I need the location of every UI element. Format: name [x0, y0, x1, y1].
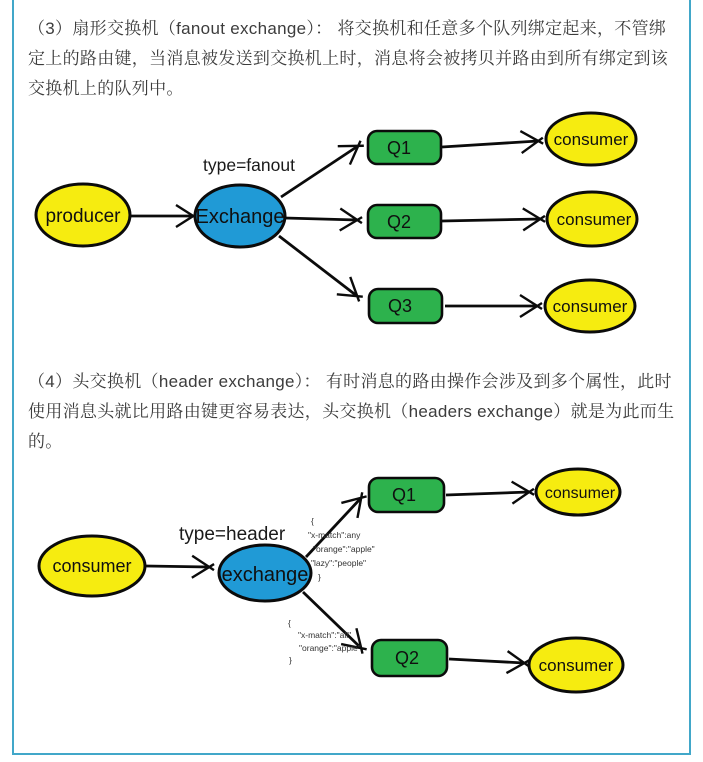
arrow-q2-to-consumer [449, 659, 524, 663]
queue-q1-label: Q1 [386, 138, 412, 158]
binding-top-line-5: } [318, 572, 321, 582]
binding-annotation-top [308, 516, 375, 582]
consumer-label-2: consumer [556, 210, 632, 229]
queue-q1-label: Q1 [391, 485, 417, 505]
binding-top-line-4: "lazy":"people" [311, 558, 367, 568]
binding-top-line-1: { [311, 516, 314, 526]
binding-bottom-line-1: { [288, 618, 291, 628]
arrow-q1-to-consumer [442, 141, 538, 147]
consumer-label-1: consumer [553, 130, 629, 149]
left-consumer-label: consumer [52, 556, 132, 576]
queue-q2-label: Q2 [386, 212, 412, 232]
exchange-label: exchange [221, 564, 309, 586]
paragraph-header-exchange: （4）头交换机（header exchange）： 有时消息的路由操作会涉及到多个属性，此时使用消息头就比用路由键更容易表达，头交换机（headers exchange）就是为此而生的。 [28, 372, 675, 451]
queue-q2-label: Q2 [394, 648, 420, 668]
producer-label: producer [45, 206, 121, 227]
paragraph-fanout-exchange: （3）扇形交换机（fanout exchange）： 将交换机和任意多个队列绑定起来，不管绑定上的路由键，当消息被发送到交换机上时，消息将会被拷贝并路由到所有绑定到该交换机上的队列中。 [28, 19, 669, 98]
arrow-q1-to-consumer [446, 492, 529, 495]
binding-annotation-bottom [288, 618, 361, 665]
exchange-label: Exchange [195, 206, 285, 228]
header-diagram [39, 469, 623, 692]
arrow-exchange-to-q3 [279, 236, 357, 296]
arrow-consumer-to-exchange [146, 566, 209, 567]
fanout-type-label: type=fanout [203, 155, 295, 175]
consumer-label-1: consumer [544, 485, 616, 502]
binding-top-line-2: "x-match":any [308, 530, 361, 540]
binding-bottom-line-3: "orange":"apple" [299, 643, 361, 653]
queue-q3-label: Q3 [387, 296, 413, 316]
consumer-label-3: consumer [552, 297, 628, 316]
fanout-diagram [36, 113, 637, 332]
binding-bottom-line-2: "x-match":"all" [298, 630, 352, 640]
arrow-q2-to-consumer [442, 219, 540, 221]
header-type-label: type=header [179, 524, 286, 545]
consumer-label-2: consumer [538, 656, 614, 675]
arrow-exchange-to-q2 [285, 218, 357, 220]
binding-bottom-line-4: } [289, 655, 292, 665]
binding-top-line-3: "orange":"apple" [313, 544, 375, 554]
